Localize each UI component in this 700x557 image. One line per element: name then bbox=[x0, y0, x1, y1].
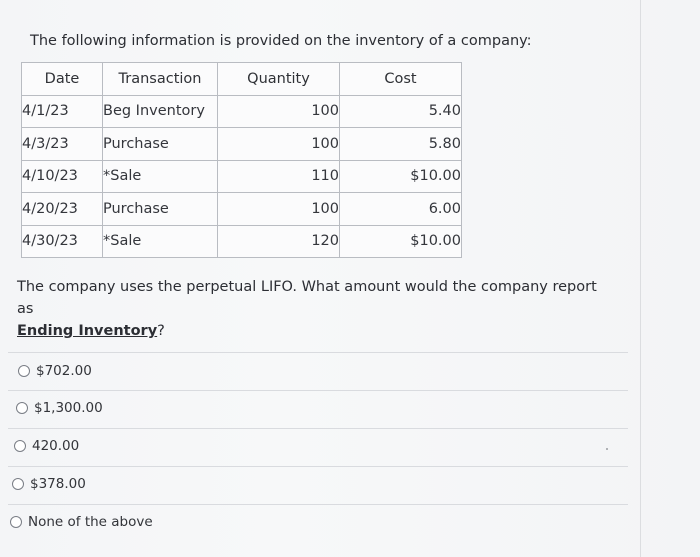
answer-option-label: None of the above bbox=[28, 514, 153, 530]
answer-option-4[interactable] bbox=[12, 476, 86, 492]
inventory-table bbox=[21, 62, 462, 258]
cell-transaction: *Sale bbox=[103, 160, 218, 193]
cell-date: 4/3/23 bbox=[22, 128, 103, 161]
cell-transaction: *Sale bbox=[103, 225, 218, 258]
cell-transaction: Purchase bbox=[103, 193, 218, 226]
cell-quantity: 100 bbox=[218, 193, 340, 226]
answer-option-label: $1,300.00 bbox=[34, 400, 103, 416]
cell-quantity: 120 bbox=[218, 225, 340, 258]
answer-option-2[interactable] bbox=[16, 400, 103, 416]
cell-cost: 5.40 bbox=[340, 95, 462, 128]
cell-cost: $10.00 bbox=[340, 160, 462, 193]
cell-quantity: 100 bbox=[218, 95, 340, 128]
radio-button-icon[interactable] bbox=[14, 440, 26, 452]
answer-option-label: $702.00 bbox=[36, 363, 92, 379]
cell-cost: 6.00 bbox=[340, 193, 462, 226]
option-divider bbox=[8, 352, 628, 353]
table-row bbox=[22, 225, 462, 258]
table-header-row bbox=[22, 63, 462, 96]
option-divider bbox=[8, 504, 628, 505]
answer-option-5[interactable] bbox=[10, 514, 153, 530]
cell-cost: $10.00 bbox=[340, 225, 462, 258]
question-highlight: Ending Inventory bbox=[17, 323, 158, 339]
cell-date: 4/30/23 bbox=[22, 225, 103, 258]
cell-date: 4/1/23 bbox=[22, 95, 103, 128]
answer-option-1[interactable] bbox=[18, 363, 92, 379]
table-row bbox=[22, 128, 462, 161]
question-suffix: ? bbox=[157, 323, 165, 339]
radio-button-icon[interactable] bbox=[18, 365, 30, 377]
panel-edge bbox=[640, 0, 641, 557]
option-divider bbox=[8, 466, 628, 467]
radio-button-icon[interactable] bbox=[12, 478, 24, 490]
cell-cost: 5.80 bbox=[340, 128, 462, 161]
answer-option-label: $378.00 bbox=[30, 476, 86, 492]
option-divider bbox=[8, 428, 628, 429]
header-cost: Cost bbox=[340, 63, 462, 96]
header-transaction: Transaction bbox=[103, 63, 218, 96]
header-date: Date bbox=[22, 63, 103, 96]
header-quantity: Quantity bbox=[218, 63, 340, 96]
table-row bbox=[22, 95, 462, 128]
table-row bbox=[22, 160, 462, 193]
question-text bbox=[17, 276, 617, 342]
cell-quantity: 110 bbox=[218, 160, 340, 193]
intro-text: The following information is provided on the inventory of a company: bbox=[30, 33, 532, 49]
radio-button-icon[interactable] bbox=[16, 402, 28, 414]
answer-option-label: 420.00 bbox=[32, 438, 80, 454]
answer-option-3[interactable] bbox=[14, 438, 79, 454]
table-row bbox=[22, 193, 462, 226]
cell-transaction: Beg Inventory bbox=[103, 95, 218, 128]
cell-transaction: Purchase bbox=[103, 128, 218, 161]
cell-quantity: 100 bbox=[218, 128, 340, 161]
stray-dot bbox=[606, 448, 608, 450]
cell-date: 4/20/23 bbox=[22, 193, 103, 226]
option-divider bbox=[8, 390, 628, 391]
question-body: The company uses the perpetual LIFO. What amount would the company report as bbox=[17, 279, 597, 317]
radio-button-icon[interactable] bbox=[10, 516, 22, 528]
cell-date: 4/10/23 bbox=[22, 160, 103, 193]
